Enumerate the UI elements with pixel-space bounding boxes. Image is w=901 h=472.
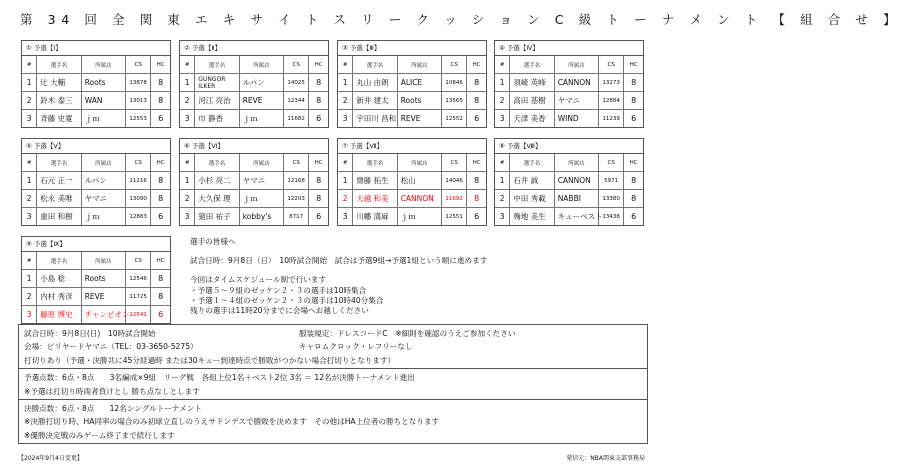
player-row <box>495 92 643 110</box>
player-cs: 12883 <box>126 208 151 226</box>
player-hc: 8 <box>624 74 643 92</box>
player-hc: 8 <box>151 270 170 288</box>
header-name: 選手名 <box>37 252 81 270</box>
player-cs: 13013 <box>126 92 151 110</box>
player-cs: 11692 <box>442 190 467 208</box>
header-no: # <box>22 56 37 74</box>
player-cs: 8717 <box>284 208 309 226</box>
player-row <box>338 208 486 226</box>
player-row <box>495 190 643 208</box>
player-number: 1 <box>180 74 195 92</box>
player-number: 2 <box>495 190 510 208</box>
header-cs: CS <box>599 56 624 74</box>
notice-greeting: 選手の皆様へ <box>190 237 236 246</box>
player-name: 内村 秀彦 <box>37 288 81 306</box>
player-shop: ヤマニ <box>239 172 283 190</box>
player-name: 河江 亮治 <box>195 92 239 110</box>
player-hc: 6 <box>151 110 170 128</box>
player-cs: 14025 <box>284 74 309 92</box>
venue: 会場：ビリヤードヤマニ（TEL：03-3650-5275） <box>24 342 198 352</box>
player-shop: チャンピオン <box>81 306 125 324</box>
player-row <box>180 172 328 190</box>
player-shop: kobby's <box>239 208 283 226</box>
player-name: 天津 美香 <box>510 110 554 128</box>
player-row <box>495 208 643 226</box>
player-row <box>338 110 486 128</box>
header-shop: 所属店 <box>554 56 598 74</box>
player-shop: NABBI <box>554 190 598 208</box>
header-hc: HC <box>467 56 486 74</box>
player-name: 大久保 理 <box>195 190 239 208</box>
header-hc: HC <box>309 154 328 172</box>
header-cs: CS <box>442 56 467 74</box>
player-hc: 8 <box>151 288 170 306</box>
dress-code: 服装規定：ドレスコードC ※細則を確認のうえご参加ください <box>299 329 516 338</box>
player-hc: 6 <box>624 208 643 226</box>
player-name: 大越 和美 <box>353 190 397 208</box>
header-no: # <box>180 154 195 172</box>
notice-block <box>190 237 487 316</box>
player-cs: 10846 <box>442 74 467 92</box>
player-shop: Roots <box>397 92 441 110</box>
header-name: 選手名 <box>37 56 81 74</box>
player-hc: 6 <box>151 208 170 226</box>
player-row <box>495 172 643 190</box>
notice-line: 今回はタイムスケジュール制で行います <box>190 275 327 285</box>
player-shop: WAN <box>81 92 125 110</box>
player-name: 高田 基樹 <box>510 92 554 110</box>
notice-schedule: 試合日時：9月8日（日） 10時試合開始 試合は予選9組→予選1組という順に進めます <box>190 256 488 266</box>
player-number: 2 <box>180 92 195 110</box>
header-cs: CS <box>126 252 151 270</box>
player-name: 松永 美唯 <box>37 190 81 208</box>
revision-date: 【2024年9月4日変更】 <box>18 455 83 462</box>
player-row <box>22 172 170 190</box>
player-number: 3 <box>495 110 510 128</box>
player-name: 斉藤 史寛 <box>37 110 81 128</box>
player-hc: 8 <box>151 190 170 208</box>
header-cs: CS <box>284 154 309 172</box>
player-row <box>180 74 328 92</box>
player-number: 3 <box>338 208 353 226</box>
player-shop: WIND <box>554 110 598 128</box>
player-row <box>180 92 328 110</box>
player-hc: 6 <box>467 110 486 128</box>
player-cs: 12541 <box>126 306 151 324</box>
player-cs: 13565 <box>442 92 467 110</box>
player-cs: 12553 <box>126 110 151 128</box>
header-shop: 所属店 <box>397 154 441 172</box>
header-no: # <box>22 252 37 270</box>
header-no: # <box>338 154 353 172</box>
group-table <box>21 138 171 226</box>
player-shop: Roots <box>81 74 125 92</box>
player-row <box>22 288 170 306</box>
header-shop: 所属店 <box>239 56 283 74</box>
player-name: 辻 大輔 <box>37 74 81 92</box>
match-date: 試合日時：9月8日(日) 10時試合開始 <box>24 329 156 338</box>
player-hc: 8 <box>151 172 170 190</box>
final-note: ※決勝打切り時、HA同率の場合のみ初球立直しのうえサドンデスで勝敗を決めます その他はHA上位者の勝ちとなります <box>24 417 440 427</box>
player-hc: 8 <box>624 172 643 190</box>
player-name: 巾 静香 <box>195 110 239 128</box>
player-number: 2 <box>22 288 37 306</box>
player-row <box>495 110 643 128</box>
player-shop: ルパン <box>239 74 283 92</box>
group-title: ③ 予選【Ⅲ】 <box>338 41 486 56</box>
group-title: ⑨ 予選【Ⅸ】 <box>22 237 170 252</box>
header-hc: HC <box>624 56 643 74</box>
notice-line: 残りの選手は11時20分までに会場へお越しください <box>190 306 369 316</box>
player-shop: CANNON <box>554 172 598 190</box>
group-title: ⑧ 予選【Ⅷ】 <box>495 139 643 154</box>
player-name: 藤原 博史 <box>37 306 81 324</box>
player-hc: 8 <box>309 74 328 92</box>
player-number: 3 <box>22 208 37 226</box>
header-name: 選手名 <box>195 56 239 74</box>
player-shop: REVE <box>81 288 125 306</box>
player-shop: ヤマニ <box>554 92 598 110</box>
player-name: 中田 秀載 <box>510 190 554 208</box>
prelim-format: 予選点数：6点・8点 3名編成×9組 リーグ戦 各組上位1名＋ベスト2位 3名 ＝ 12名が決勝トーナメント進出 <box>24 373 415 383</box>
player-number: 2 <box>495 92 510 110</box>
player-row <box>180 110 328 128</box>
header-cs: CS <box>126 154 151 172</box>
header-cs: CS <box>126 56 151 74</box>
player-hc: 8 <box>309 172 328 190</box>
player-cs: 11725 <box>126 288 151 306</box>
final-note-2: ※優勝決定戦のみゲーム終了まで続行します <box>24 430 175 440</box>
player-shop: CANNON <box>554 74 598 92</box>
player-shop: ｊｍ <box>81 208 125 226</box>
player-row <box>22 306 170 324</box>
player-name: 石元 正一 <box>37 172 81 190</box>
player-name: 齋藤 拓生 <box>353 172 397 190</box>
header-shop: 所属店 <box>81 252 125 270</box>
player-row <box>338 190 486 208</box>
player-hc: 8 <box>309 92 328 110</box>
player-cs: 11682 <box>284 110 309 128</box>
header-hc: HC <box>309 56 328 74</box>
player-cs: 12344 <box>284 92 309 110</box>
group-title: ④ 予選【Ⅳ】 <box>495 41 643 56</box>
player-row <box>180 208 328 226</box>
prelim-note: ※予選は打切り時両者負けとし 勝ち点なしとします <box>24 386 200 396</box>
player-shop: ヤマニ <box>81 190 125 208</box>
player-hc: 8 <box>467 190 486 208</box>
group-table <box>21 236 171 324</box>
player-cs: 14046 <box>442 172 467 190</box>
header-no: # <box>22 154 37 172</box>
header-name: 選手名 <box>353 154 397 172</box>
player-shop: ｊｍ <box>81 110 125 128</box>
player-name: 須崎 英峰 <box>510 74 554 92</box>
player-hc: 6 <box>467 208 486 226</box>
player-name: 新井 建太 <box>353 92 397 110</box>
group-table <box>494 40 644 128</box>
header-shop: 所属店 <box>81 154 125 172</box>
player-hc: 6 <box>309 110 328 128</box>
player-number: 3 <box>338 110 353 128</box>
player-cs: 13273 <box>599 74 624 92</box>
notice-line: ・予選５～９組のゼッケン２・３の選手は10時集合 <box>190 285 367 295</box>
player-row <box>338 92 486 110</box>
player-row <box>22 270 170 288</box>
player-hc: 8 <box>467 172 486 190</box>
player-shop: REVE <box>239 92 283 110</box>
player-cs: 11239 <box>599 110 624 128</box>
header-cs: CS <box>599 154 624 172</box>
player-name: 小島 稔 <box>37 270 81 288</box>
player-row <box>338 172 486 190</box>
player-shop: REVE <box>397 110 441 128</box>
player-row <box>495 74 643 92</box>
group-table <box>337 40 487 128</box>
header-hc: HC <box>467 154 486 172</box>
rules-final <box>19 400 647 443</box>
player-row <box>22 190 170 208</box>
header-name: 選手名 <box>353 56 397 74</box>
header-shop: 所属店 <box>554 154 598 172</box>
player-number: 2 <box>338 92 353 110</box>
header-name: 選手名 <box>510 154 554 172</box>
player-number: 3 <box>180 208 195 226</box>
group-title: ② 予選【Ⅱ】 <box>180 41 328 56</box>
player-row <box>180 190 328 208</box>
header-shop: 所属店 <box>81 56 125 74</box>
issuer: 発信元：NBA関東支部事務局 <box>566 455 645 462</box>
player-cs: 12552 <box>442 110 467 128</box>
header-cs: CS <box>284 56 309 74</box>
header-cs: CS <box>442 154 467 172</box>
player-name: 鈴木 泰三 <box>37 92 81 110</box>
player-shop: 松山 <box>397 172 441 190</box>
player-number: 1 <box>338 74 353 92</box>
player-name: 猿田 祐子 <box>195 208 239 226</box>
player-cs: 12168 <box>284 172 309 190</box>
player-hc: 6 <box>151 306 170 324</box>
player-hc: 8 <box>624 92 643 110</box>
player-number: 1 <box>495 74 510 92</box>
group-table <box>179 138 329 226</box>
clock-rule: キャロムクロック・レフリーなし <box>299 342 413 352</box>
player-shop: Roots <box>81 270 125 288</box>
player-name: GUNGOR ILKER <box>195 74 239 92</box>
player-cs: 12884 <box>599 92 624 110</box>
player-shop: ALICE <box>397 74 441 92</box>
player-name: 小杉 亮二 <box>195 172 239 190</box>
group-table <box>179 40 329 128</box>
header-shop: 所属店 <box>397 56 441 74</box>
group-table <box>494 138 644 226</box>
player-row <box>22 110 170 128</box>
player-number: 3 <box>180 110 195 128</box>
player-shop: ｊｍ <box>397 208 441 226</box>
header-no: # <box>338 56 353 74</box>
cutoff-rule: 打切りあり（予選・決勝共に45分経過時 または30キュー到達時点で勝敗がつかない場合打切りとなります） <box>24 355 396 365</box>
player-number: 2 <box>180 190 195 208</box>
player-hc: 6 <box>624 110 643 128</box>
header-name: 選手名 <box>510 56 554 74</box>
player-row <box>22 74 170 92</box>
player-shop: ルパン <box>81 172 125 190</box>
player-row <box>338 74 486 92</box>
player-name: 丸山 由朗 <box>353 74 397 92</box>
player-hc: 8 <box>467 74 486 92</box>
player-name: 麹地 美生 <box>510 208 554 226</box>
player-cs: 12546 <box>126 270 151 288</box>
rules-box <box>18 324 648 444</box>
player-cs: 13090 <box>126 190 151 208</box>
header-no: # <box>495 56 510 74</box>
group-title: ① 予選【Ⅰ】 <box>22 41 170 56</box>
player-number: 2 <box>338 190 353 208</box>
player-name: 石井 誠 <box>510 172 554 190</box>
group-title: ⑥ 予選【Ⅵ】 <box>180 139 328 154</box>
header-hc: HC <box>151 56 170 74</box>
player-number: 1 <box>495 172 510 190</box>
final-format: 決勝点数：6点・8点 12名シングルトーナメント <box>24 403 202 413</box>
header-name: 選手名 <box>37 154 81 172</box>
player-cs: 13878 <box>126 74 151 92</box>
group-table <box>337 138 487 226</box>
player-cs: 12203 <box>284 190 309 208</box>
player-cs: 5971 <box>599 172 624 190</box>
header-hc: HC <box>151 252 170 270</box>
group-title: ⑦ 予選【Ⅶ】 <box>338 139 486 154</box>
player-hc: 8 <box>309 190 328 208</box>
player-hc: 6 <box>309 208 328 226</box>
player-number: 1 <box>22 172 37 190</box>
player-shop: キューベスト <box>554 208 598 226</box>
player-name: 宇田川 昌和 <box>353 110 397 128</box>
header-no: # <box>495 154 510 172</box>
player-number: 3 <box>495 208 510 226</box>
rules-general <box>19 325 647 369</box>
player-name: 重田 和樹 <box>37 208 81 226</box>
player-number: 2 <box>22 92 37 110</box>
player-number: 2 <box>22 190 37 208</box>
group-table <box>21 40 171 128</box>
player-cs: 13380 <box>599 190 624 208</box>
header-no: # <box>180 56 195 74</box>
player-shop: ｊｍ <box>239 190 283 208</box>
rules-prelim <box>19 369 647 400</box>
player-number: 1 <box>338 172 353 190</box>
player-shop: CANNON <box>397 190 441 208</box>
group-title: ⑤ 予選【Ⅴ】 <box>22 139 170 154</box>
player-row <box>22 92 170 110</box>
player-shop: ｊｍ <box>239 110 283 128</box>
player-row <box>22 208 170 226</box>
player-cs: 13438 <box>599 208 624 226</box>
player-hc: 8 <box>151 74 170 92</box>
header-hc: HC <box>624 154 643 172</box>
player-name: 川幡 満麻 <box>353 208 397 226</box>
player-cs: 12551 <box>442 208 467 226</box>
player-number: 3 <box>22 306 37 324</box>
page-title: 第 34 回 全 関 東 エ キ サ イ ト ス リ ー ク ッ シ ョ ン C 級 ト ー ナ メ ン ト 【 組 合 せ 】 <box>20 12 901 27</box>
notice-line: ・予選１～４組のゼッケン２・３の選手は10時40分集合 <box>190 295 384 305</box>
player-number: 3 <box>22 110 37 128</box>
player-number: 1 <box>22 270 37 288</box>
player-number: 1 <box>180 172 195 190</box>
header-hc: HC <box>151 154 170 172</box>
player-cs: 11216 <box>126 172 151 190</box>
header-name: 選手名 <box>195 154 239 172</box>
player-number: 1 <box>22 74 37 92</box>
player-hc: 8 <box>151 92 170 110</box>
header-shop: 所属店 <box>239 154 283 172</box>
player-hc: 8 <box>624 190 643 208</box>
player-hc: 8 <box>467 92 486 110</box>
